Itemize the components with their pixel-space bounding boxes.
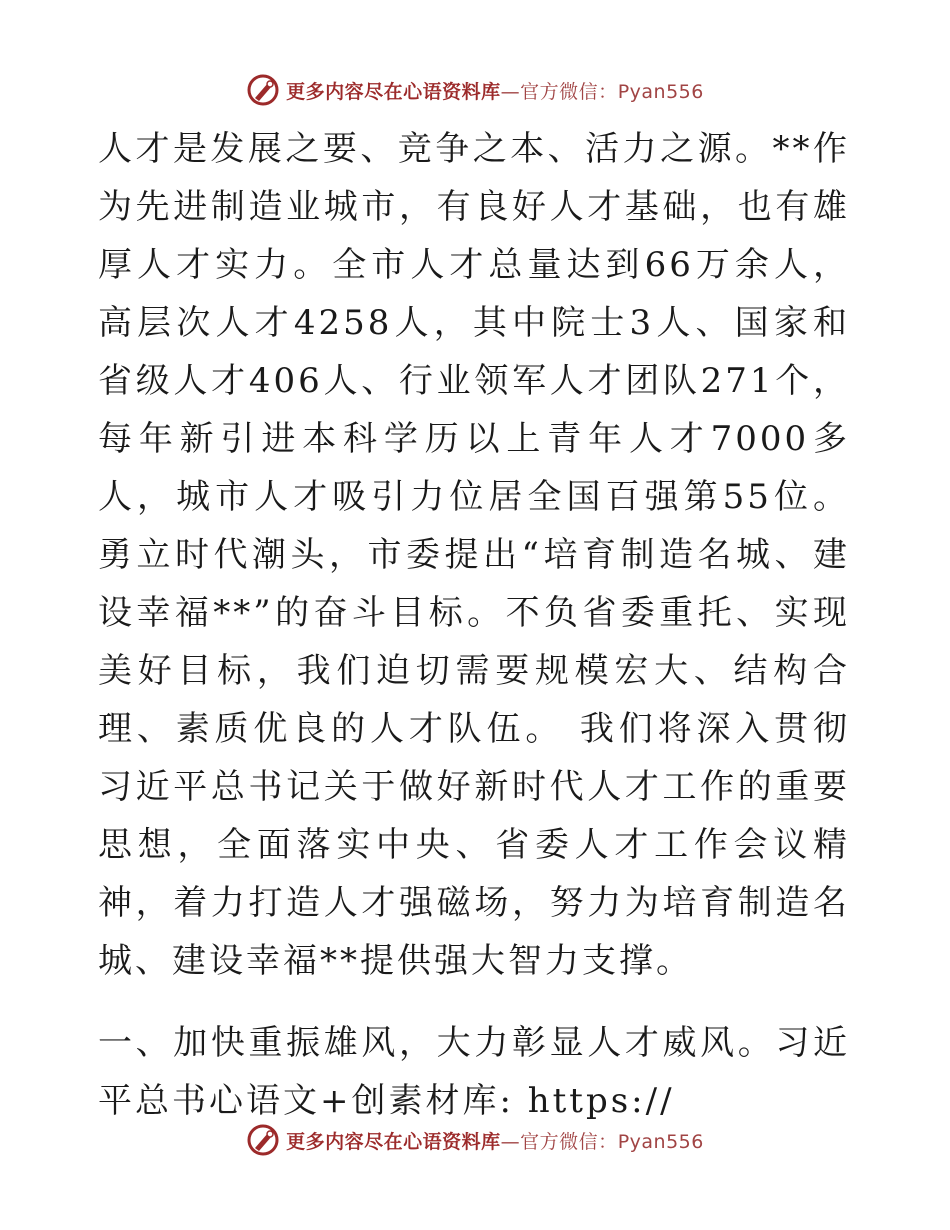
banner-brand: 更多内容尽在心语资料库 — [286, 80, 501, 103]
banner-separator: — — [500, 80, 521, 103]
banner-wechat-label: 官方微信： — [520, 80, 618, 103]
pen-logo-icon — [246, 73, 280, 107]
document-body — [98, 120, 850, 1130]
banner-wechat-id: Pyan556 — [617, 80, 704, 103]
paragraph: 人才是发展之要、竞争之本、活力之源。**作为先进制造业城市，有良好人才基础，也有雄厚人才实力。全市人才总量达到66万余人，高层次人才4258人，其中院士3人、国家和省级人才406人、行业领军人才团队271个，每年新引进本科学历以上青年人才7000多人，城市人才吸引力位居全国百强第55位。勇立时代潮头，市委提出“培育制造名城、建设幸福**”的奋斗目标。不负省委重托、实现美好目标，我们迫切需要规模宏大、结构合理、素质优良的人才队伍。 我们将深入贯彻习近平总书记关于做好新时代人才工作的重要思想，全面落实中央、省委人才工作会议精神，着力打造人才强磁场，努力为培育制造名城、建设幸福**提供强大智力支撑。 — [98, 129, 850, 981]
footer-banner — [0, 1120, 950, 1160]
paragraph: 一、加快重振雄风，大力彰显人才威风。习近平总书心语文+创素材库: https:// — [98, 1023, 850, 1121]
header-banner — [0, 70, 950, 110]
pen-logo-icon — [246, 1123, 280, 1157]
banner-wechat-label: 官方微信： — [520, 1130, 618, 1153]
banner-wechat-id: Pyan556 — [617, 1130, 704, 1153]
banner-separator: — — [500, 1130, 521, 1153]
banner-text — [286, 1127, 704, 1154]
banner-brand: 更多内容尽在心语资料库 — [286, 1130, 501, 1153]
banner-text — [286, 77, 704, 104]
